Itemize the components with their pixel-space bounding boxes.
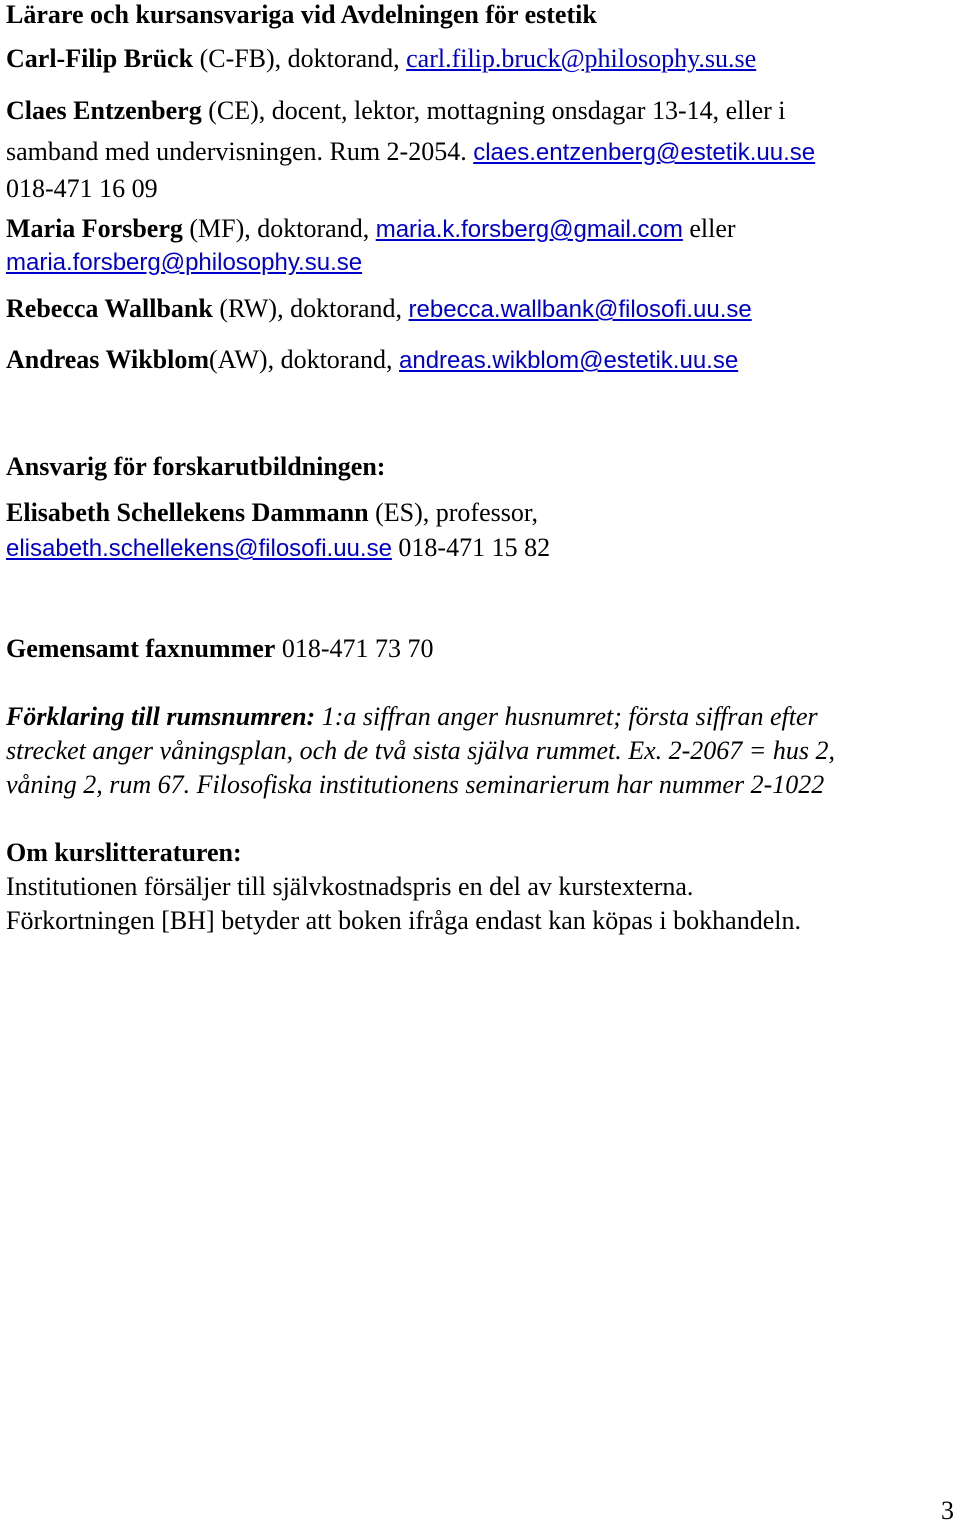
staff-details: (CE), docent, lektor, mottagning onsdagar 13-14, eller i — [201, 96, 786, 125]
fax-number: 018-471 73 70 — [275, 634, 434, 663]
page-number: 3 — [941, 1496, 954, 1525]
staff-name: Andreas Wikblom — [6, 345, 210, 374]
research-heading: Ansvarig för forskarutbildningen: — [6, 452, 386, 481]
staff-name: Rebecca Wallbank — [6, 294, 213, 323]
research-entry — [6, 498, 538, 528]
staff-entry-cfb — [6, 44, 756, 74]
literature-line2: Förkortningen [BH] betyder att boken ifråga endast kan köpas i bokhandeln. — [6, 906, 801, 935]
staff-entry-mf-line2 — [6, 247, 362, 278]
rooms-explanation-line1: Förklaring till rumsnumren: 1:a siffran anger husnumret; första siffran efter — [6, 702, 818, 731]
staff-details: (MF), doktorand, — [182, 214, 376, 243]
email-link[interactable]: claes.entzenberg@estetik.uu.se — [473, 139, 816, 166]
staff-details: (RW), doktorand, — [212, 294, 409, 323]
staff-name: Elisabeth Schellekens Dammann — [6, 498, 369, 527]
literature-heading: Om kurslitteraturen: — [6, 838, 242, 867]
rooms-explanation-line2: strecket anger våningsplan, och de två sista själva rummet. Ex. 2-2067 = hus 2, — [6, 736, 835, 765]
staff-name: Maria Forsberg — [6, 214, 183, 243]
email-link[interactable]: maria.forsberg@philosophy.su.se — [6, 249, 363, 276]
page-title: Lärare och kursansvariga vid Avdelningen för estetik — [6, 0, 597, 29]
staff-entry-mf: Maria Forsberg (MF), doktorand, maria.k.forsberg@gmail.com eller — [6, 214, 736, 243]
staff-entry-ce-line2 — [6, 137, 815, 168]
staff-name: Carl-Filip Brück — [6, 44, 194, 73]
email-link[interactable]: carl.filip.bruck@philosophy.su.se — [406, 44, 757, 73]
email-link[interactable]: maria.k.forsberg@gmail.com — [375, 216, 683, 243]
staff-details: (C-FB), doktorand, — [193, 44, 407, 73]
email-link[interactable]: elisabeth.schellekens@filosofi.uu.se — [6, 535, 392, 562]
rooms-explanation-line3: våning 2, rum 67. Filosofiska institutionens seminarierum har nummer 2-1022 — [6, 770, 825, 799]
staff-details: samband med undervisningen. Rum 2-2054. — [6, 137, 474, 166]
staff-entry-aw — [6, 345, 738, 376]
research-entry-line2 — [6, 533, 550, 564]
staff-phone: 018-471 15 82 — [391, 533, 551, 562]
email-link[interactable]: rebecca.wallbank@filosofi.uu.se — [408, 296, 752, 323]
email-link[interactable]: andreas.wikblom@estetik.uu.se — [399, 347, 739, 374]
fax-line — [6, 634, 434, 664]
fax-label: Gemensamt faxnummer — [6, 634, 276, 663]
rooms-label: Förklaring till rumsnumren: — [6, 702, 316, 731]
staff-name: Claes Entzenberg — [6, 96, 202, 125]
staff-details: (AW), doktorand, — [209, 345, 399, 374]
literature-line1: Institutionen försäljer till självkostnadspris en del av kurstexterna. — [6, 872, 694, 901]
staff-entry-ce — [6, 96, 786, 126]
staff-phone: 018-471 16 09 — [6, 174, 158, 203]
staff-details: (ES), professor, — [368, 498, 538, 527]
staff-entry-rw — [6, 294, 752, 325]
